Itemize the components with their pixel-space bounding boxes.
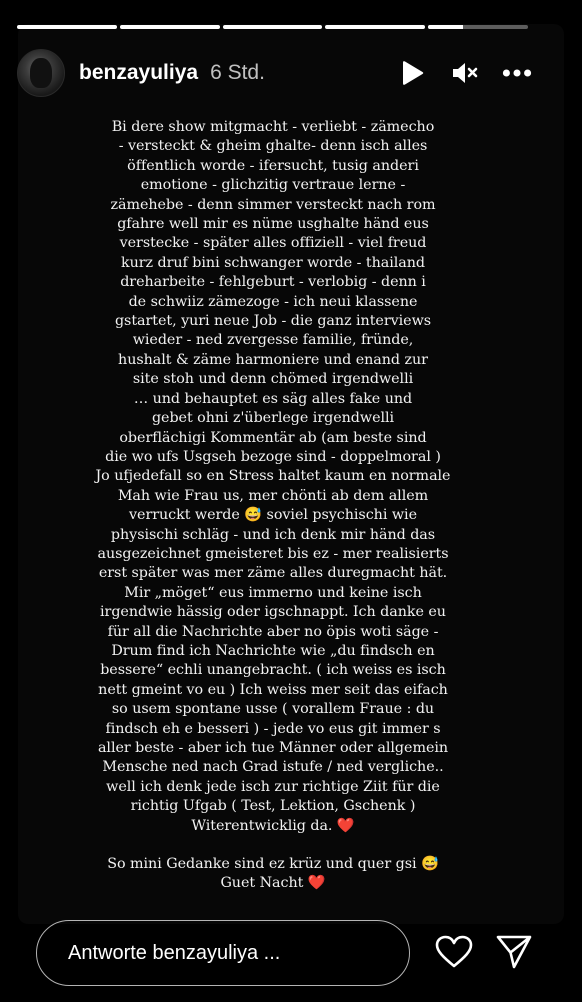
caption-line: wieder - ned zvergesse familie, fründe, [132,332,414,349]
progress-segment [120,25,220,29]
caption-line: ausgezeichnet gmeisteret bis ez - mer realisierts [97,545,449,562]
avatar[interactable] [17,49,65,97]
caption-line: für all die Nachrichte aber no öpis woti säge - [107,623,439,640]
caption-line: emotione - glichzitig vertraue lerne - [140,177,406,194]
caption-line: Mah wie Frau us, mer chönti ab dem allem [117,487,429,504]
send-icon[interactable] [494,932,534,972]
caption-line: kurz druf bini schwanger worde - thailand [120,254,426,271]
caption-line: gebet ohni z'überlege irgendwelli [151,410,395,427]
story-header [17,48,532,98]
caption-line: findsch eh e besseri ) - jede vo eus git immer s [105,720,441,737]
caption-line: nett gmeint vo eu ) Ich weiss mer seit das eifach [98,681,448,698]
caption-line: die wo ufs Usgseh bezoge sind - doppelmoral ) [105,448,441,465]
caption-line: Bi dere show mitgmacht - verliebt - zämecho [111,119,435,135]
caption-line: aller beste - aber ich tue Männer oder allgemein [97,740,449,756]
caption-line: Mensche ned nach Grad istufe / ned vergliche.. [102,759,444,776]
caption-closing-line: So mini Gedanke sind ez krüz und quer gsi 😅 [107,856,439,873]
caption-line: so usem spontane usse ( vorallem Fraue : du [111,701,435,718]
caption-line: gstartet, yuri neue Job - die ganz interviews [114,313,432,330]
heart-icon[interactable] [434,932,474,972]
caption-line: site stoh und denn chömed irgendwelli [132,371,414,388]
caption-line: Mir „möget“ eus immerno und keine isch [124,584,422,601]
caption-line: Jo ufjedefall so en Stress haltet kaum en normale [95,468,451,485]
progress-segment-current [428,25,528,29]
caption-line: Drum find ich Nachrichte wie „du findsch en [111,642,435,659]
caption-line: oberflächigi Kommentär ab (am beste sind [119,429,427,446]
caption-line: erst später was mer zäme alles duregmacht hät. [98,565,448,582]
reply-field[interactable] [36,920,410,986]
post-time: 6 Std. [210,61,265,84]
caption-line: - versteckt & gheim ghalte- denn isch alles [118,138,428,155]
mute-icon[interactable] [450,58,480,88]
reply-bar [0,920,582,1002]
caption-closing-line: Guet Nacht ❤️ [220,875,326,892]
caption-line: bessere“ echli unangebracht. ( ich weiss es isch [100,662,446,679]
caption-line: well ich denk jede isch zur richtige Ziit für die [106,778,440,795]
progress-segment [17,25,117,29]
reply-input[interactable] [68,942,388,965]
caption-line: de schwiiz zämezoge - ich neui klassene [128,293,418,310]
caption-line: verstecke - später alles offiziell - viel freud [119,235,427,252]
caption-line: verruckt werde 😅 soviel psychischi wie [129,507,417,524]
caption-line: irgendwie hässig oder igschnappt. Ich danke eu [100,604,446,621]
caption-line: dreharbeite - fehlgeburt - verlobig - denn i [120,274,426,291]
caption-line: zämehebe - denn simmer versteckt nach rom [110,196,436,213]
story-progress [17,25,528,29]
caption-line: öffentlich worde - ifersucht, tusig anderi [127,157,419,174]
caption-line: physischi schläg - und ich denk mir händ das [110,526,436,543]
progress-segment [223,25,323,29]
progress-segment [325,25,425,29]
caption-line: richtig Ufgab ( Test, Lektion, Gschenk ) [130,798,416,815]
play-icon[interactable] [398,58,428,88]
caption-line: hushalt & zäme harmoniere und enand zur [118,351,428,368]
story-caption [0,118,546,894]
caption-line: gfahre well mir es nüme usghalte händ eus [117,216,429,233]
caption-line: Witerentwicklig da. ❤️ [191,817,355,834]
more-icon[interactable] [502,58,532,88]
caption-line: … und behauptet es säg alles fake und [133,390,413,407]
username[interactable]: benzayuliya [79,61,199,84]
